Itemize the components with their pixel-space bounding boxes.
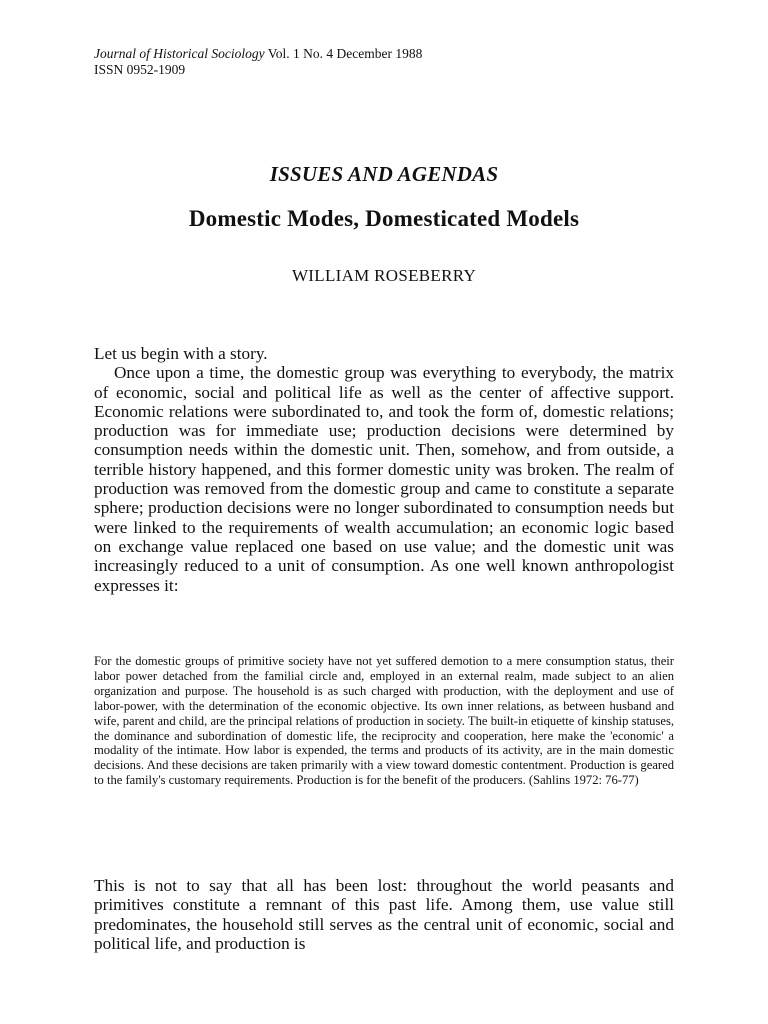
journal-name: Journal of Historical Sociology [94, 46, 265, 61]
body-text-opening [94, 344, 674, 595]
paragraph-1: Once upon a time, the domestic group was everything to everybody, the matrix of economic, social and political life as well as the center of affective support. Economic relations were subordinated to, and took the form of, domestic relations; production was for immediate use; production decisions were determined by consumption needs within the domestic unit. Then, somehow, and from outside, a terrible history happened, and this former domestic unity was broken. The realm of production was removed from the domestic group and came to constitute a separate sphere; production decisions were no longer subordinated to consumption needs but were linked to the requirements of wealth accumulation; an economic logic based on exchange value replaced one based on use value; and the domestic unit was increasingly reduced to a unit of consumption. As one well known anthropologist expresses it: [94, 363, 674, 595]
block-quote [94, 654, 674, 788]
block-quote-text: For the domestic groups of primitive society have not yet suffered demotion to a mere consumption status, their labor power detached from the familial circle and, employed in an external realm, made subject to an alien organization and purpose. The household is as such charged with production, with the deployment and use of labor-power, with the determination of the economic objective. Its own inner relations, as between husband and wife, parent and child, are the principal relations of production in society. The built-in etiquette of kinship statuses, the dominance and subordination of domestic life, the reciprocity and cooperation, here make the 'economic' a modality of the intimate. How labor is expended, the terms and products of its activity, are in the main domestic decisions. And these decisions are taken primarily with a view toward domestic contentment. Production is geared to the family's customary requirements. Production is for the benefit of the producers. (Sahlins 1972: 76-77) [94, 654, 674, 788]
issn: ISSN 0952-1909 [94, 62, 186, 77]
author-name: WILLIAM ROSEBERRY [291, 266, 477, 285]
opening-sentence: Let us begin with a story. [94, 344, 268, 363]
journal-header [94, 46, 422, 78]
paragraph-2: This is not to say that all has been lost: throughout the world peasants and primitives constitute a remnant of this past life. Among them, use value still predominates, the household still serves as the central unit of economic, social and political life, and production is [94, 876, 674, 953]
journal-citation [94, 46, 422, 62]
volume-info: Vol. 1 No. 4 December 1988 [264, 46, 423, 61]
article-title: Domestic Modes, Domesticated Models [188, 206, 580, 231]
section-title: ISSUES AND AGENDAS [269, 162, 499, 186]
body-text-continued [94, 876, 674, 953]
